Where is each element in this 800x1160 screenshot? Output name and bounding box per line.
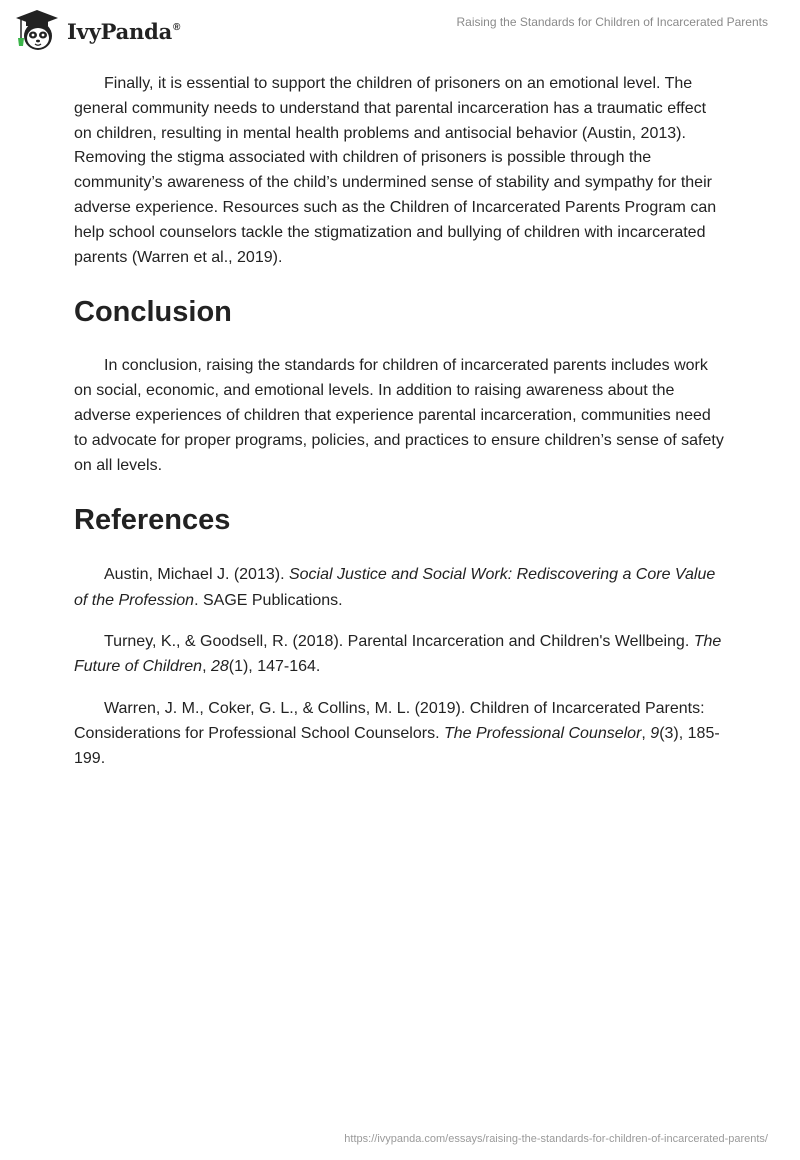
document-body bbox=[74, 72, 726, 787]
conclusion-heading: Conclusion bbox=[74, 296, 232, 329]
references-heading: References bbox=[74, 504, 231, 537]
reference-item: Turney, K., & Goodsell, R. (2018). Parental Incarceration and Children's Wellbeing. The Future of Children, 28(1), 147-164. bbox=[74, 632, 722, 676]
reference-item: Warren, J. M., Coker, G. L., & Collins, M. L. (2019). Children of Incarcerated Parents: Considerations for Professional School Counselors. The Professional Counselor, 9(3), 185-199. bbox=[74, 699, 720, 768]
brand-name: IvyPanda® bbox=[67, 18, 181, 44]
reference-item: Austin, Michael J. (2013). Social Justice and Social Work: Rediscovering a Core Value of the Profession. SAGE Publications. bbox=[74, 566, 716, 609]
source-url[interactable]: https://ivypanda.com/essays/raising-the-standards-for-children-of-incarcerated-parents/ bbox=[344, 1133, 768, 1145]
page-header bbox=[0, 0, 800, 56]
ivypanda-logo[interactable] bbox=[14, 8, 180, 54]
panda-graduate-icon bbox=[14, 8, 60, 54]
conclusion-paragraph: In conclusion, raising the standards for children of incarcerated parents includes work on social, economic, and emotional levels. In addition to raising awareness about the adverse experiences of children that experience parental incarceration, communities need to advocate for proper programs, policies, and practices to ensure children’s sense of safety on all levels. bbox=[74, 357, 724, 474]
document-title: Raising the Standards for Children of Incarcerated Parents bbox=[456, 15, 768, 29]
paragraph-emotional-support: Finally, it is essential to support the children of prisoners on an emotional level. The general community needs to understand that parental incarceration has a traumatic effect on children, resulting in mental health problems and antisocial behavior (Austin, 2013). Removing the stigma associated with children of prisoners is possible through the community’s awareness of the child’s undermined sense of stability and sympathy for their adverse experience. Resources such as the Children of Incarcerated Parents Program can help school counselors tackle the stigmatization and bullying of children with incarcerated parents (Warren et al., 2019). bbox=[74, 75, 717, 266]
